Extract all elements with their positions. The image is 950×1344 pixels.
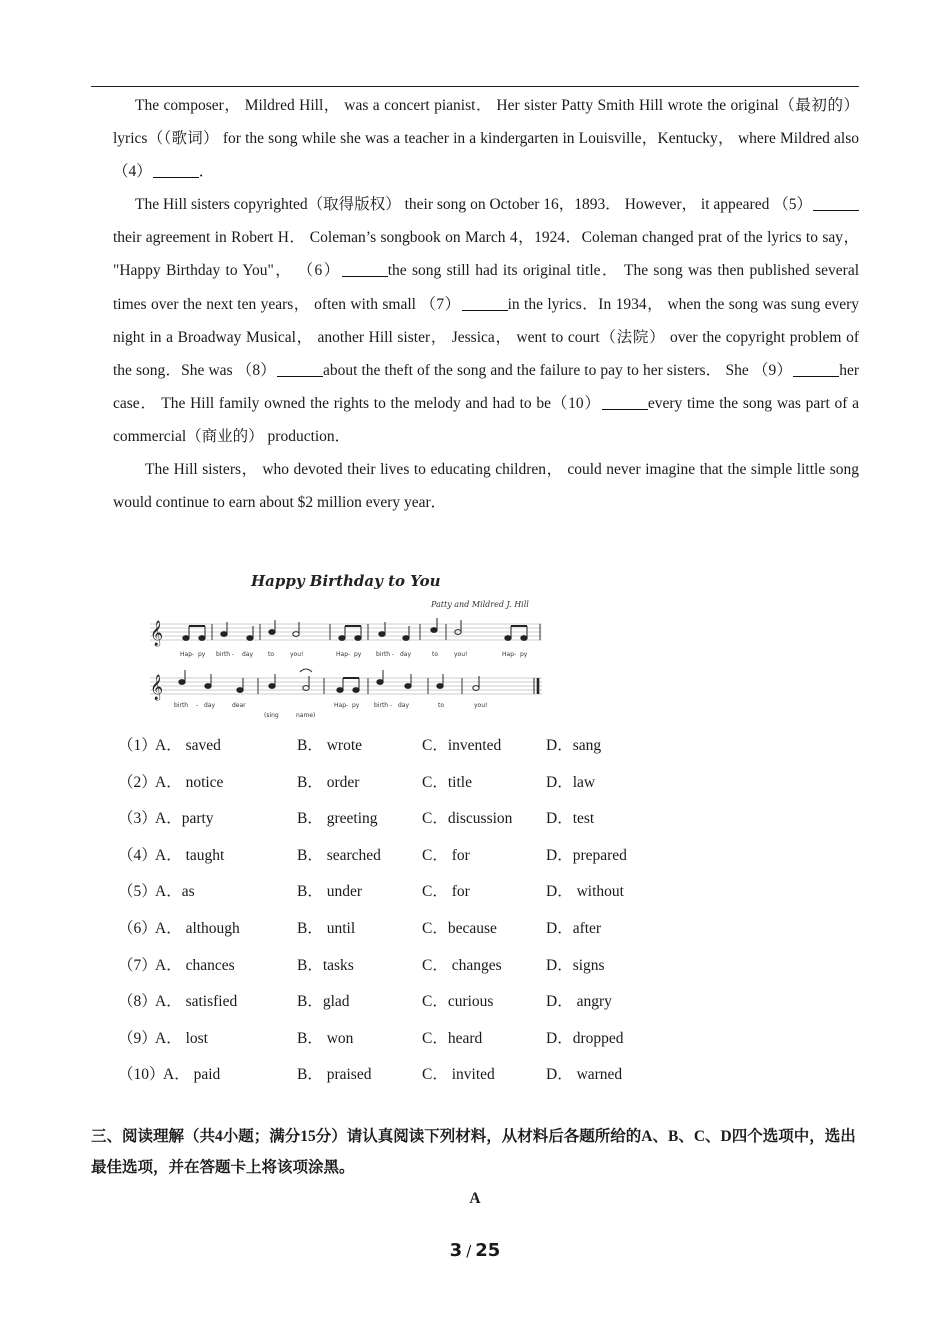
question-row-4 [118, 838, 718, 875]
svg-text:day: day [204, 702, 216, 709]
question-number: （1） [118, 737, 157, 754]
svg-text:day: day [242, 651, 254, 658]
slash-divider: / [466, 1242, 472, 1260]
question-row-9 [118, 1021, 718, 1058]
passage-paragraph-1: The composer， Mildred Hill， was a concert pianist． Her sister Patty Smith Hill wrote the original（最初的） lyrics（（歌词） for the song while she was a teacher in a kindergarten in Louisville，Kentucky， where Mildred also（4） ． [113, 97, 859, 181]
blank-8[interactable] [277, 362, 323, 377]
question-number: （3） [118, 810, 157, 828]
option-c[interactable]: C． for [422, 883, 470, 901]
section-heading: 三、阅读理解（共4小题；满分15分）请认真阅读下列材料，从材料后各题所给的A、B、C、D四个选项中，选出最佳选项，并在答题卡上将该项涂黑。 [91, 1127, 856, 1176]
passage-paragraph-3: The Hill sisters， who devoted their lives to educating children， could never imagine that the simple little song would continue to earn about $2 million every year． [113, 461, 859, 512]
svg-text:Hap: Hap [502, 651, 514, 658]
option-d[interactable]: D． without [546, 883, 624, 901]
option-c[interactable]: C． invited [422, 1066, 495, 1084]
svg-text:-: - [346, 702, 349, 709]
svg-text:day: day [400, 651, 412, 658]
option-a[interactable]: A． although [155, 919, 240, 937]
svg-text:you!: you! [454, 651, 468, 658]
svg-text:-: - [196, 702, 199, 709]
option-a[interactable]: A． lost [155, 1029, 208, 1047]
option-d[interactable]: D．sang [546, 737, 602, 754]
score-composer: Patty and Mildred J. Hill [431, 600, 529, 609]
svg-text:day: day [398, 702, 410, 709]
option-c[interactable]: C．invented [422, 737, 502, 754]
svg-text:py: py [198, 651, 206, 658]
question-number: （4） [118, 846, 157, 864]
svg-text:(sing: (sing [264, 712, 279, 719]
option-b[interactable]: B． praised [297, 1066, 372, 1084]
option-c[interactable]: C．heard [422, 1029, 483, 1047]
svg-text:to: to [432, 651, 439, 658]
svg-text:birth: birth [376, 651, 391, 658]
option-c[interactable]: C．because [422, 919, 497, 937]
svg-text:-: - [192, 651, 195, 658]
option-d[interactable]: D．law [546, 773, 596, 791]
svg-text:name): name) [296, 712, 316, 719]
treble-clef-icon-2: 𝄞 [150, 675, 164, 700]
option-a[interactable]: A． paid [163, 1066, 221, 1084]
sheet-music-image [146, 562, 546, 722]
lyrics-line-2 [174, 702, 487, 719]
question-row-8 [118, 984, 718, 1021]
blank-7[interactable] [462, 296, 508, 311]
option-d[interactable]: D．test [546, 810, 595, 828]
cloze-passage [113, 89, 859, 519]
option-d[interactable]: D．signs [546, 956, 605, 974]
svg-text:birth: birth [374, 702, 389, 709]
option-a[interactable]: A． taught [155, 846, 225, 864]
svg-text:birth: birth [174, 702, 189, 709]
option-a[interactable]: A． chances [155, 956, 235, 974]
option-c[interactable]: C．discussion [422, 810, 513, 828]
option-b[interactable]: B． under [297, 883, 363, 901]
question-row-6 [118, 911, 718, 948]
question-number: （10） [118, 1066, 165, 1084]
option-b[interactable]: B． searched [297, 846, 381, 864]
question-number: （6） [118, 919, 157, 937]
svg-text:you!: you! [290, 651, 304, 658]
svg-text:py: py [352, 702, 360, 709]
option-b[interactable]: B． greeting [297, 810, 378, 828]
svg-text:you!: you! [474, 702, 488, 709]
option-a[interactable]: A． satisfied [155, 993, 238, 1011]
question-row-1 [118, 728, 718, 765]
svg-text:to: to [438, 702, 445, 709]
option-a[interactable]: A． saved [155, 737, 221, 754]
option-d[interactable]: D． warned [546, 1066, 623, 1084]
option-d[interactable]: D．prepared [546, 846, 627, 864]
page-number: 3 / 25 [449, 1240, 501, 1261]
svg-text:Hap: Hap [336, 651, 348, 658]
question-row-5 [118, 874, 718, 911]
option-c[interactable]: C．title [422, 773, 472, 791]
option-a[interactable]: A． notice [155, 773, 224, 791]
notes-line-1 [183, 618, 540, 640]
options-list [118, 728, 718, 1094]
blank-10[interactable] [602, 395, 648, 410]
option-b[interactable]: B．tasks [297, 956, 354, 974]
header-rule [91, 86, 859, 87]
svg-text:py: py [520, 651, 528, 658]
option-c[interactable]: C． changes [422, 956, 502, 974]
blank-6[interactable] [342, 262, 388, 277]
option-b[interactable]: B． until [297, 919, 356, 937]
option-b[interactable]: B． order [297, 773, 360, 791]
svg-text:-: - [392, 651, 395, 658]
option-b[interactable]: B． won [297, 1029, 354, 1047]
svg-text:-: - [348, 651, 351, 658]
option-a[interactable]: A．as [155, 883, 195, 901]
treble-clef-icon: 𝄞 [150, 621, 164, 646]
lyrics-line-1 [180, 651, 528, 658]
option-d[interactable]: D．dropped [546, 1029, 624, 1047]
option-c[interactable]: C． for [422, 846, 470, 864]
option-b[interactable]: B．glad [297, 993, 350, 1011]
svg-text:py: py [354, 651, 362, 658]
question-row-2 [118, 765, 718, 802]
passage-label: A [469, 1190, 481, 1207]
question-row-7 [118, 948, 718, 985]
option-a[interactable]: A．party [155, 810, 214, 828]
question-number: （7） [118, 956, 157, 974]
question-number: （8） [118, 993, 157, 1011]
svg-text:-: - [390, 702, 393, 709]
option-b[interactable]: B． wrote [297, 737, 363, 754]
svg-text:-: - [232, 651, 235, 658]
blank-9[interactable] [793, 362, 839, 377]
option-d[interactable]: D．after [546, 919, 602, 937]
option-d[interactable]: D． angry [546, 993, 612, 1011]
question-row-3 [118, 801, 718, 838]
option-c[interactable]: C．curious [422, 993, 494, 1011]
blank-4[interactable] [153, 163, 199, 178]
score-title: Happy Birthday to You [251, 572, 441, 590]
blank-5[interactable] [813, 196, 859, 211]
question-number: （5） [118, 883, 157, 901]
svg-text:Hap: Hap [180, 651, 192, 658]
question-row-10 [118, 1057, 718, 1094]
question-number: （2） [118, 773, 157, 791]
svg-text:-: - [514, 651, 517, 658]
sheet-music-svg [146, 562, 546, 722]
svg-text:birth: birth [216, 651, 231, 658]
svg-text:dear: dear [232, 702, 246, 709]
svg-text:Hap: Hap [334, 702, 346, 709]
passage-paragraph-2: The Hill sisters copyrighted（取得版权） their song on October 16，1893． However， it appeared （5） their agreement in Robert H． Coleman’s songbook on March 4，1924．Coleman changed prat of the lyrics to say， "Happy Birthday to You"， （6） the song still had its original title． The song was then published several times over the next ten years， often with small （7） in the lyrics．In 1934， when the song was sung every night in a Broadway Musical， another Hill sister， Jessica， went to court（法院） over the copyright problem of the song．She was （8） about the theft of the song and the failure to pay to her sisters． She （9） her case． The Hill family owned the rights to the melody and had to be（10） every time the song was part of a commercial（商业的） production． [113, 196, 859, 445]
question-number: （9） [118, 1029, 157, 1047]
svg-text:to: to [268, 651, 275, 658]
